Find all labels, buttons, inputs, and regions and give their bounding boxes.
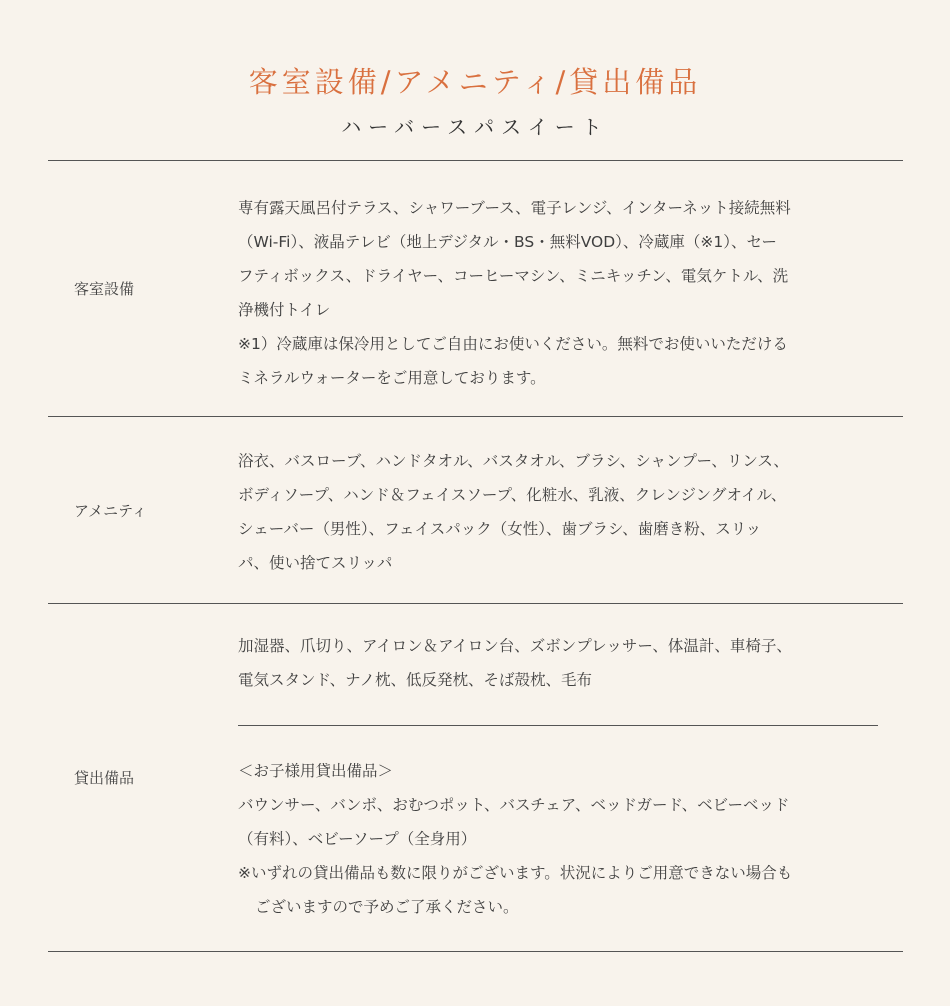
- room-name: ハーバースパスイート: [341, 115, 609, 139]
- content-line: ※1）冷蔵庫は保冷用としてご自由にお使いください。無料でお使いいただける: [238, 335, 788, 353]
- table-row-room-facilities: [48, 161, 903, 417]
- content-line: 加湿器、爪切り、アイロン＆アイロン台、ズボンプレッサー、体温計、車椅子、: [238, 637, 792, 655]
- table-row-amenities: [48, 417, 903, 604]
- row-content: [238, 417, 878, 603]
- row-label: アメニティ: [74, 501, 147, 520]
- content-line: 専有露天風呂付テラス、シャワーブース、電子レンジ、インターネット接続無料: [238, 199, 791, 217]
- content-line: ボディソープ、ハンド＆フェイスソープ、化粧水、乳液、クレンジングオイル、: [238, 486, 787, 504]
- content-line: パ、使い捨てスリッパ: [238, 554, 393, 572]
- content-line: （有料）、ベビーソープ（全身用）: [238, 830, 477, 848]
- row-content: [238, 604, 878, 951]
- content-line: フティボックス、ドライヤー、コーヒーマシン、ミニキッチン、電気ケトル、洗: [238, 267, 789, 285]
- content-line: 浴衣、バスローブ、ハンドタオル、バスタオル、ブラシ、シャンプー、リンス、: [238, 452, 789, 470]
- row-content: [238, 161, 878, 416]
- inner-divider: [238, 725, 878, 726]
- content-line: シェーバー（男性）、フェイスパック（女性）、歯ブラシ、歯磨き粉、スリッ: [238, 520, 762, 538]
- content-line: 浄機付トイレ: [238, 301, 331, 319]
- row-label: 客室設備: [74, 280, 135, 298]
- section-heading: ＜お子様用貸出備品＞: [238, 762, 394, 780]
- facilities-table: [48, 160, 903, 952]
- note-line: ございますので予めご了承ください。: [255, 898, 519, 916]
- row-label: 貸出備品: [74, 769, 135, 787]
- content-line: （Wi-Fi）、液晶テレビ（地上デジタル・BS・無料VOD）、冷蔵庫（※1）、セー: [238, 233, 777, 251]
- note-line: ※いずれの貸出備品も数に限りがございます。状況によりご用意できない場合も: [238, 864, 793, 882]
- page-header: [0, 0, 950, 142]
- content-line: ミネラルウォーターをご用意しております。: [238, 369, 546, 387]
- page-title: 客室設備/アメニティ/貸出備品: [248, 65, 702, 99]
- table-row-rental-items: [48, 604, 903, 952]
- content-line: バウンサー、バンボ、おむつポット、バスチェア、ベッドガード、ベビーベッド: [238, 796, 790, 814]
- content-line: 電気スタンド、ナノ枕、低反発枕、そば殻枕、毛布: [238, 671, 593, 689]
